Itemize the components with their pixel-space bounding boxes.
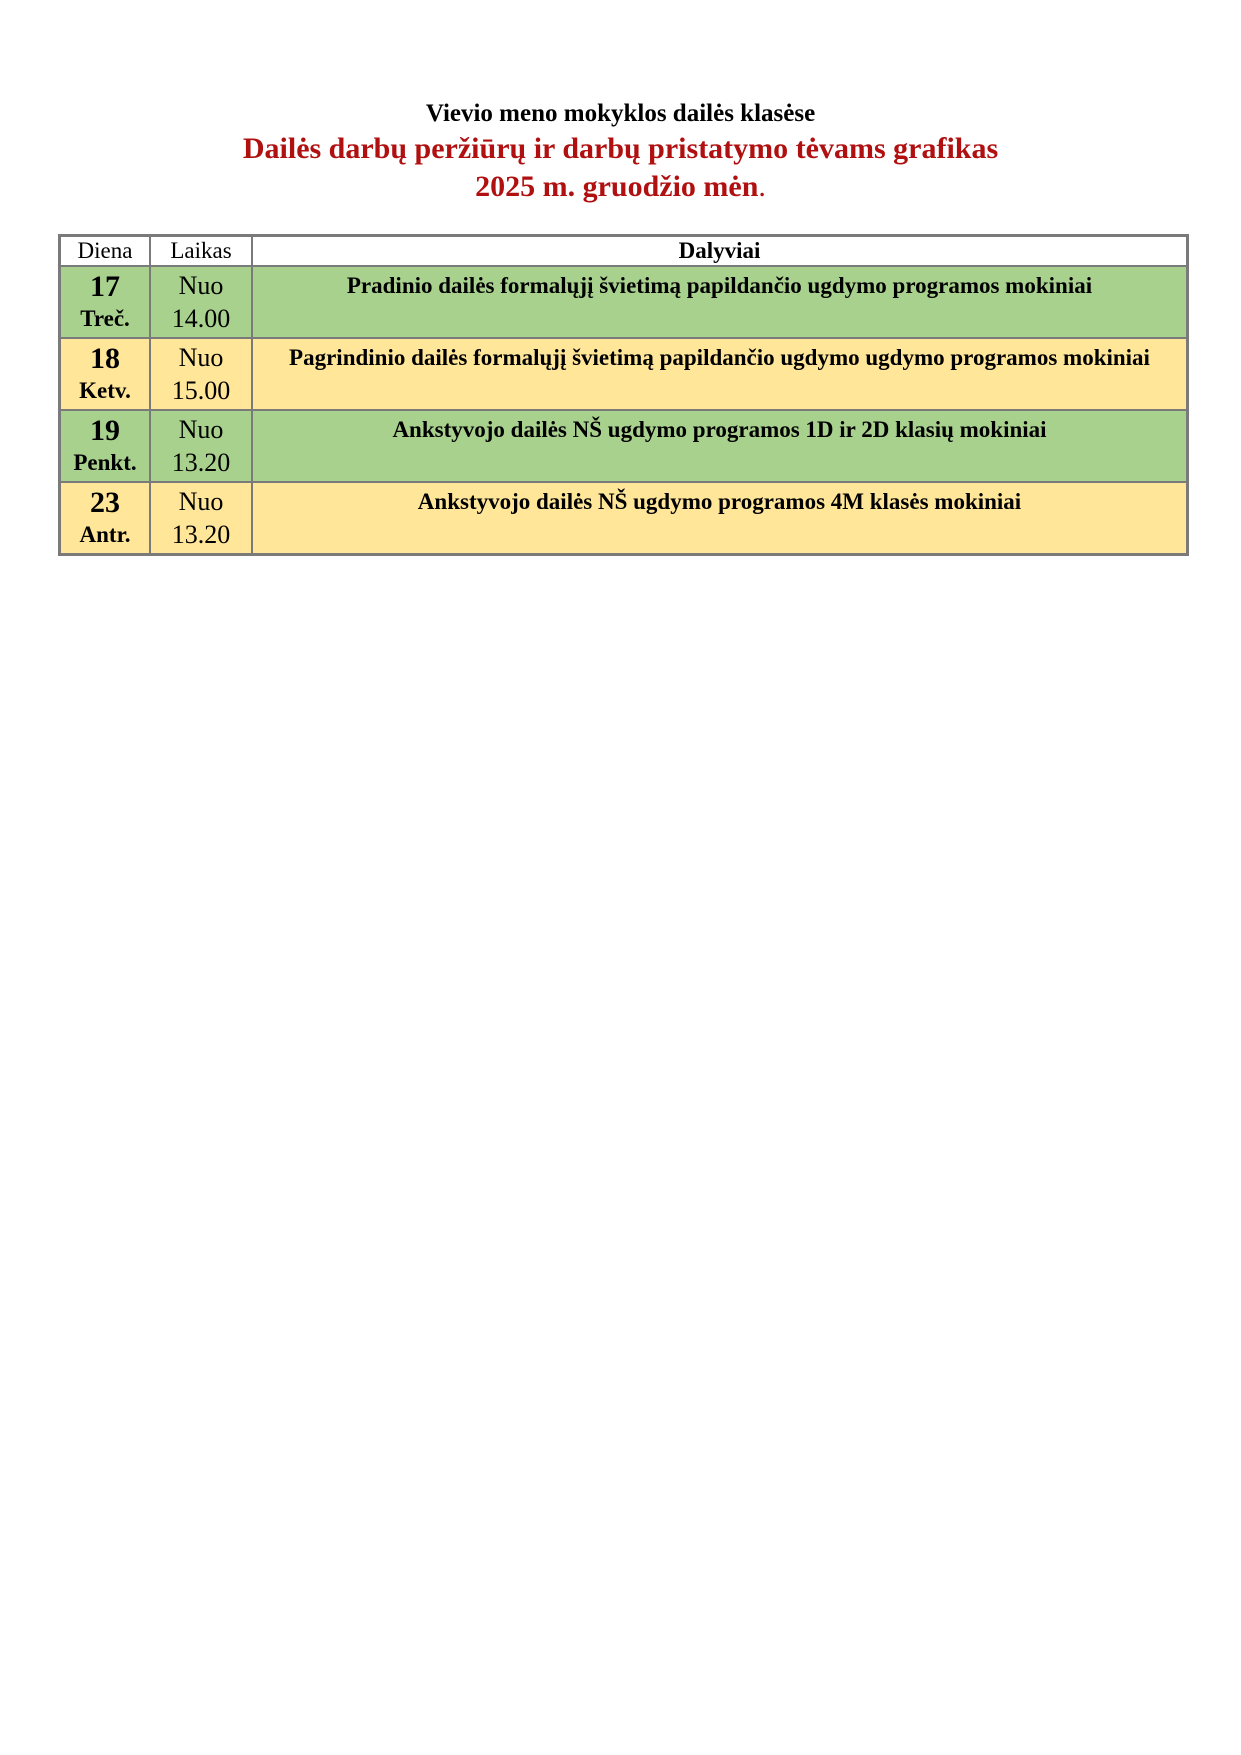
- time-prefix: Nuo: [178, 415, 224, 444]
- weekday-name: Treč.: [80, 306, 130, 331]
- school-subtitle: Vievio meno mokyklos dailės klasėse: [425, 100, 816, 127]
- table-header-row: [60, 236, 1187, 266]
- time-value: 15.00: [171, 376, 231, 405]
- time-cell: [150, 410, 252, 482]
- day-number: 23: [90, 486, 120, 519]
- column-header-time: Laikas: [150, 236, 252, 266]
- document-title: Dailės darbų peržiūrų ir darbų pristatymo tėvams grafikas: [242, 132, 999, 165]
- participants-cell: Ankstyvojo dailės NŠ ugdymo programos 4M klasės mokiniai: [252, 482, 1187, 554]
- participants-cell: Ankstyvojo dailės NŠ ugdymo programos 1D ir 2D klasių mokiniai: [252, 410, 1187, 482]
- table-row: [60, 266, 1187, 338]
- day-cell: [60, 338, 150, 410]
- time-value: 13.20: [171, 448, 231, 477]
- day-cell: [60, 482, 150, 554]
- time-value: 14.00: [171, 304, 231, 333]
- day-number: 17: [90, 270, 120, 303]
- participants-cell: Pagrindinio dailės formalųjį švietimą papildančio ugdymo ugdymo programos mokiniai: [252, 338, 1187, 410]
- day-cell: [60, 266, 150, 338]
- table-row: [60, 482, 1187, 554]
- time-prefix: Nuo: [178, 487, 224, 516]
- time-cell: [150, 338, 252, 410]
- participants-cell: Pradinio dailės formalųjį švietimą papildančio ugdymo programos mokiniai: [252, 266, 1187, 338]
- time-prefix: Nuo: [178, 343, 224, 372]
- table-row: [60, 338, 1187, 410]
- period-dot: .: [758, 170, 766, 203]
- column-header-day: Diena: [60, 236, 150, 266]
- schedule-table: [58, 234, 1189, 556]
- column-header-participants: Dalyviai: [252, 236, 1187, 266]
- day-number: 19: [90, 414, 120, 447]
- weekday-name: Antr.: [79, 522, 131, 547]
- weekday-name: Penkt.: [73, 450, 137, 475]
- document-period: [0, 168, 1241, 206]
- period-text: 2025 m. gruodžio mėn: [475, 170, 759, 203]
- day-cell: [60, 410, 150, 482]
- table-row: [60, 410, 1187, 482]
- time-value: 13.20: [171, 520, 231, 549]
- time-prefix: Nuo: [178, 271, 224, 300]
- weekday-name: Ketv.: [79, 378, 131, 403]
- time-cell: [150, 266, 252, 338]
- document-header: [0, 98, 1241, 206]
- time-cell: [150, 482, 252, 554]
- day-number: 18: [90, 342, 120, 375]
